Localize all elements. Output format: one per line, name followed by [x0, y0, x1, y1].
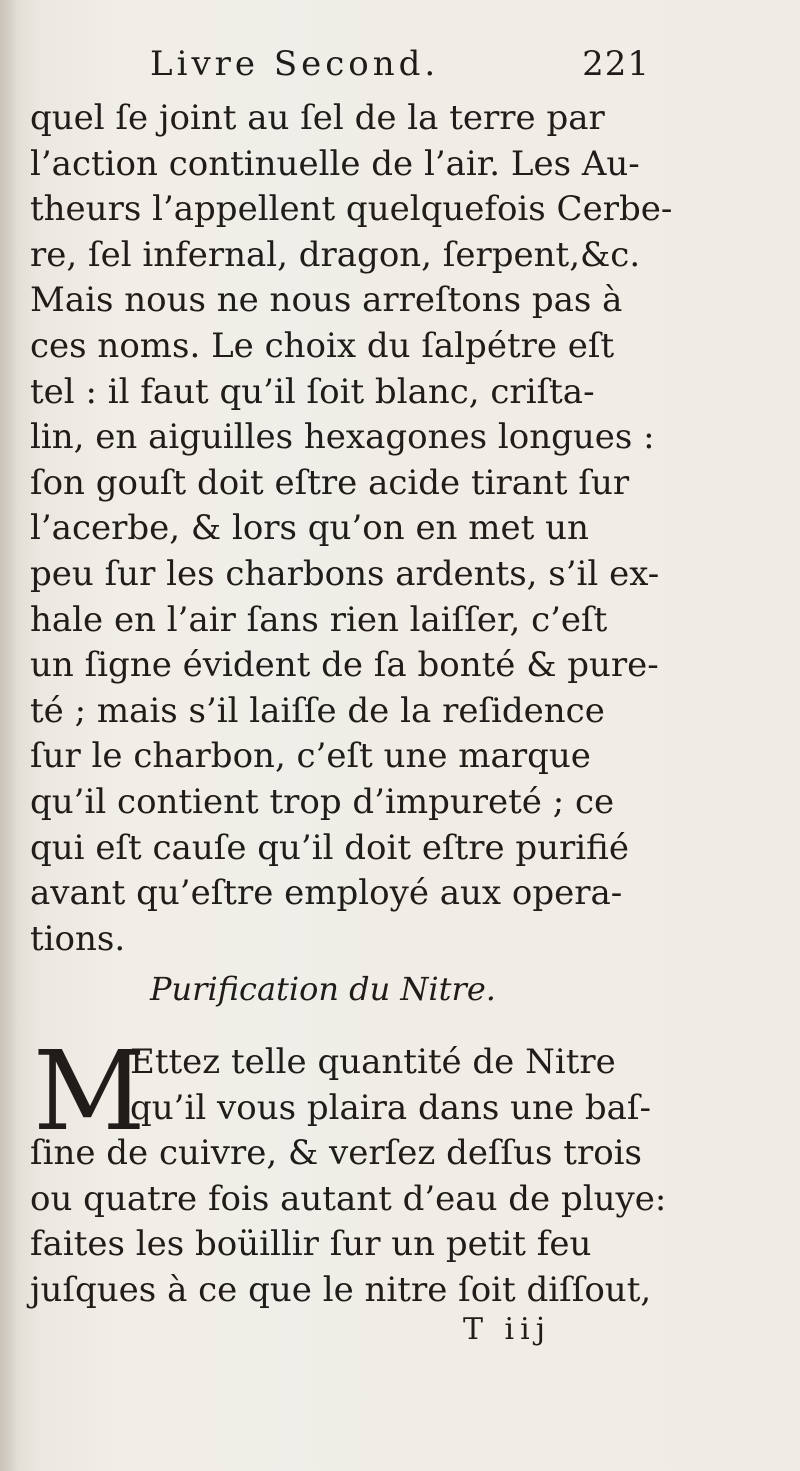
page-number: 221: [582, 44, 650, 84]
text-line: té ; mais s’il laiſſe de la reſidence: [30, 690, 605, 731]
text-line: l’action continuelle de l’air. Les Au-: [30, 143, 640, 184]
paragraph-2: [30, 1027, 680, 1314]
text-line: re, ſel infernal, dragon, ſerpent,&c.: [30, 234, 641, 275]
drop-cap: M: [33, 1027, 146, 1155]
text-line: un ſigne évident de ſa bonté & pure-: [30, 645, 659, 686]
text-line: qui eſt cauſe qu’il doit eſtre purifié: [30, 827, 629, 868]
text-line: peu ſur les charbons ardents, s’il ex-: [30, 553, 660, 594]
paragraph-1: [30, 96, 673, 962]
text-line: qu’il contient trop d’impureté ; ce: [30, 781, 615, 822]
text-line: hale en l’air ſans rien laiſſer, c’eſt: [30, 599, 608, 640]
text-line: ces noms. Le choix du ſalpétre eſt: [30, 325, 615, 366]
text-line: tions.: [30, 918, 126, 959]
text-line: ou quatre fois autant d’eau de pluye:: [30, 1178, 667, 1219]
text-line: ſon gouſt doit eſtre acide tirant ſur: [30, 462, 630, 503]
page-gutter-shadow: [0, 0, 18, 1471]
text-line: faites les boüillir ſur un petit feu: [30, 1224, 592, 1265]
text-line: ſur le charbon, c’eſt une marque: [30, 736, 591, 777]
text-line: qu’il vous plaira dans une baſ-: [130, 1087, 651, 1128]
text-line: theurs l’appellent quelquefois Cerbe-: [30, 189, 673, 230]
text-line: quel ſe joint au ſel de la terre par: [30, 98, 605, 138]
text-line: lin, en aiguilles hexagones longues :: [30, 417, 655, 458]
section-heading: Purification du Nitre.: [150, 970, 496, 1008]
text-line: ſine de cuivre, & verſez deſſus trois: [30, 1133, 642, 1174]
text-line: Mais nous ne nous arreſtons pas à: [30, 280, 623, 321]
running-head: [150, 44, 650, 94]
running-title: Livre Second.: [150, 44, 440, 84]
text-line: tel : il faut qu’il ſoit blanc, criſta-: [30, 371, 595, 412]
signature-mark: T iij: [463, 1312, 552, 1347]
text-line: juſques à ce que le nitre ſoit diſſout,: [30, 1269, 652, 1310]
text-line: avant qu’eſtre employé aux opera-: [30, 873, 623, 914]
text-line: Ettez telle quantité de Nitre: [130, 1042, 616, 1082]
text-line: l’acerbe, & lors qu’on en met un: [30, 508, 589, 549]
